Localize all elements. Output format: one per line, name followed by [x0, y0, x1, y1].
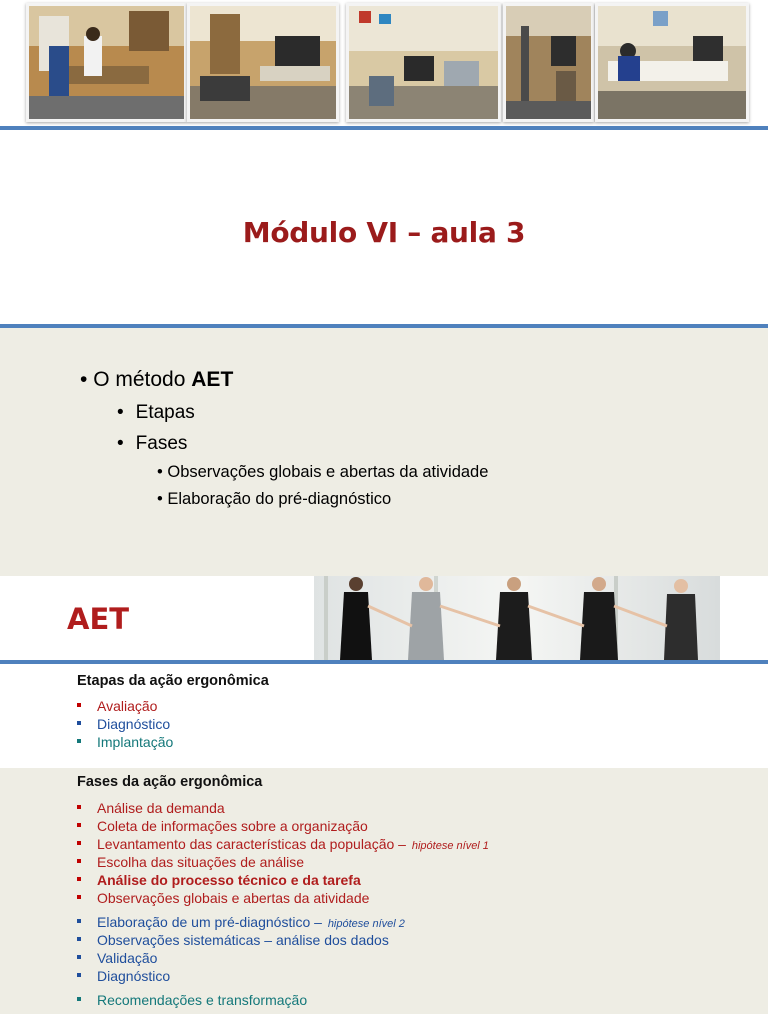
outline-slide [0, 328, 768, 576]
sub-sub-bullet-elaboracao [157, 490, 391, 509]
fases-heading: Fases da ação ergonômica [77, 774, 263, 790]
fase-item [77, 914, 405, 930]
fase-item [77, 800, 225, 816]
fase-item-highlight [77, 872, 361, 888]
etapa-item [77, 716, 170, 732]
etapa-item [77, 698, 157, 714]
bullet-dot: • [157, 463, 163, 481]
etapa-text: Implantação [97, 734, 174, 750]
fase-item [77, 968, 170, 984]
sub-sub-bullet-text: Observações globais e abertas da atividade [167, 463, 489, 481]
bullet-method [80, 368, 233, 392]
bullet-dot: • [117, 433, 124, 454]
fase-text: Análise da demanda [97, 800, 225, 816]
etapas-section [0, 664, 768, 768]
fase-item [77, 854, 304, 870]
office-photo-5 [595, 3, 749, 122]
etapas-heading: Etapas da ação ergonômica [77, 673, 269, 689]
fases-section [0, 768, 768, 1014]
fase-text: Observações sistemáticas – análise dos dados [97, 932, 389, 948]
office-photo-1 [26, 3, 187, 122]
fase-text: Coleta de informações sobre a organização [97, 818, 368, 834]
bullet-dot: • [117, 402, 124, 423]
office-photo-4 [503, 3, 594, 122]
fase-item [77, 950, 157, 966]
slide-title: Módulo VI – aula 3 [242, 216, 526, 249]
fase-text: Diagnóstico [97, 968, 171, 984]
hypothesis-note: hipótese nível 2 [327, 918, 405, 930]
fase-text: Elaboração de um pré-diagnóstico – [97, 914, 322, 930]
fase-item [77, 818, 368, 834]
fase-item [77, 836, 489, 852]
bullet-method-bold: AET [191, 368, 234, 391]
slide-title-area [0, 130, 768, 324]
sub-sub-bullet-text: Elaboração do pré-diagnóstico [167, 490, 392, 508]
etapa-text: Diagnóstico [97, 716, 171, 732]
sub-bullet-text: Etapas [135, 402, 195, 423]
bullet-dot: • [80, 368, 88, 391]
fase-text: Escolha das situações de análise [97, 854, 305, 870]
business-people-photo [314, 576, 720, 660]
sub-bullet-etapas [117, 402, 195, 424]
aet-header [0, 576, 768, 660]
office-photo-2 [187, 3, 339, 122]
etapa-item [77, 734, 173, 750]
sub-bullet-fases [117, 433, 187, 455]
bullet-dot: • [157, 490, 163, 508]
fase-item [77, 992, 307, 1008]
fase-text: Validação [97, 950, 158, 966]
office-photo-3 [346, 3, 501, 122]
fase-text: Análise do processo técnico e da tarefa [97, 872, 361, 888]
aet-title: AET [67, 602, 130, 636]
fase-text: Observações globais e abertas da atividade [97, 890, 370, 906]
fase-text: Levantamento das características da população – [97, 836, 406, 852]
photo-strip [0, 0, 768, 126]
fase-item [77, 932, 389, 948]
fase-text: Recomendações e transformação [97, 992, 308, 1008]
sub-bullet-text: Fases [135, 433, 188, 454]
etapa-text: Avaliação [97, 698, 158, 714]
fase-item [77, 890, 369, 906]
hypothesis-note: hipótese nível 1 [411, 840, 489, 852]
bullet-method-text: O método [93, 368, 192, 391]
sub-sub-bullet-observacoes [157, 463, 488, 482]
